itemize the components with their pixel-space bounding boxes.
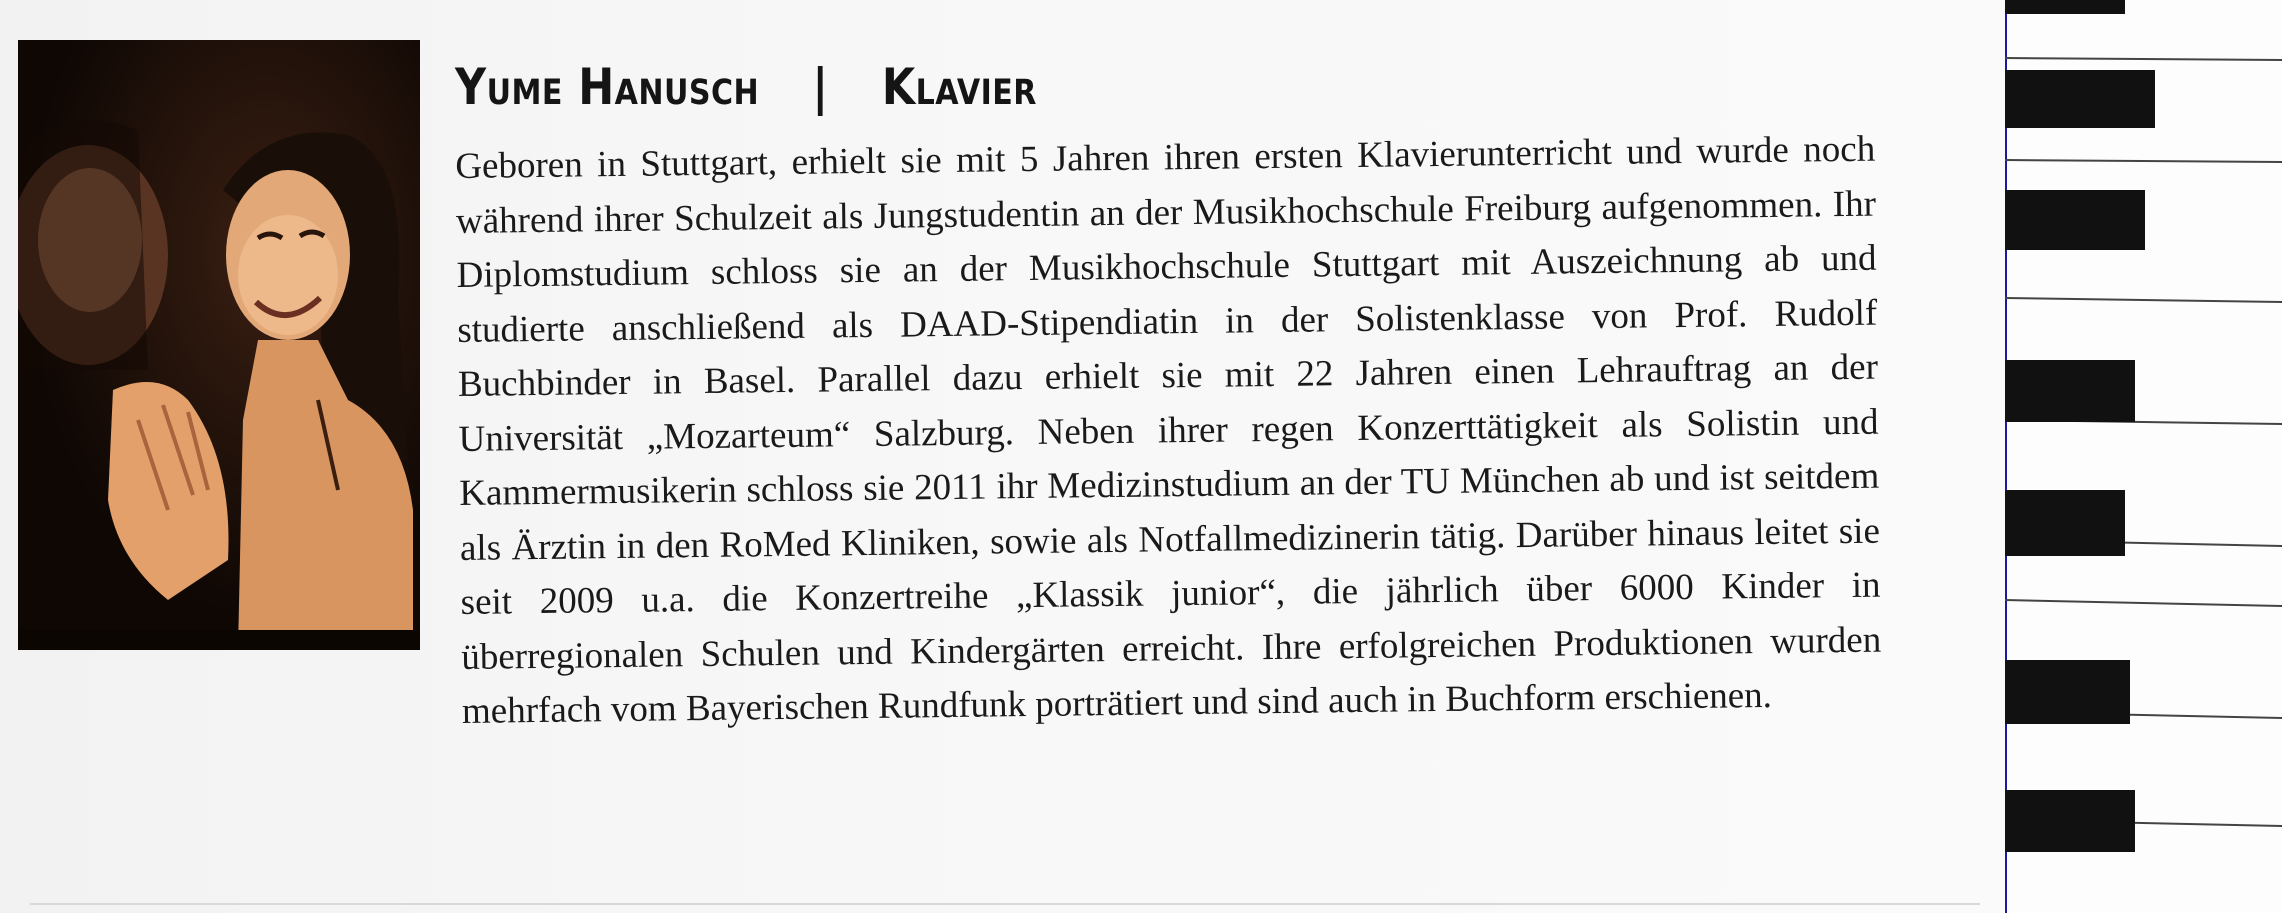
biography-text: Geboren in Stuttgart, erhielt sie mit 5 Jahren ihren ersten Klavierunterricht und wurde noch während ihrer Schulzeit als Jungstudentin an der Musikhochschule Freiburg aufgenommen. Ihr Diplomstudium schloss sie an der Musikhochschule Stuttgart mit Auszeichnung ab und studierte anschließend als DAAD-Stipendiatin in der Solistenklasse von Prof. Rudolf Buchbinder in Basel. Parallel dazu erhielt sie mit 22 Jahren einen Lehrauftrag an der Universität „Mozarteum“ Salzburg. Neben ihrer regen Konzerttätigkeit als Solistin und Kammermusikerin schloss sie 2011 ihr Medizinstudium an der TU München ab und ist seitdem als Ärztin in den RoMed Kliniken, sowie als Notfallmedizinerin tätig. Darüber hinaus leitet sie seit 2009 u.a. die Konzertreihe „Klassik junior“, die jährlich über 6000 Kinder in überregionalen Schulen und Kindergärten erreicht. Ihre erfolgreichen Produktionen wurden mehrfach vom Bayerischen Rundfunk porträtiert und sind auch in Buchform erschienen. [455, 128, 1882, 732]
performer-name: Yume Hanusch [455, 58, 760, 116]
title-separator: | [812, 58, 829, 116]
portrait-photo [18, 40, 420, 650]
instrument-label: Klavier [881, 58, 1037, 116]
page-title [455, 42, 1037, 132]
piano-keys-icon [2005, 0, 2282, 913]
page-divider [30, 903, 1980, 905]
